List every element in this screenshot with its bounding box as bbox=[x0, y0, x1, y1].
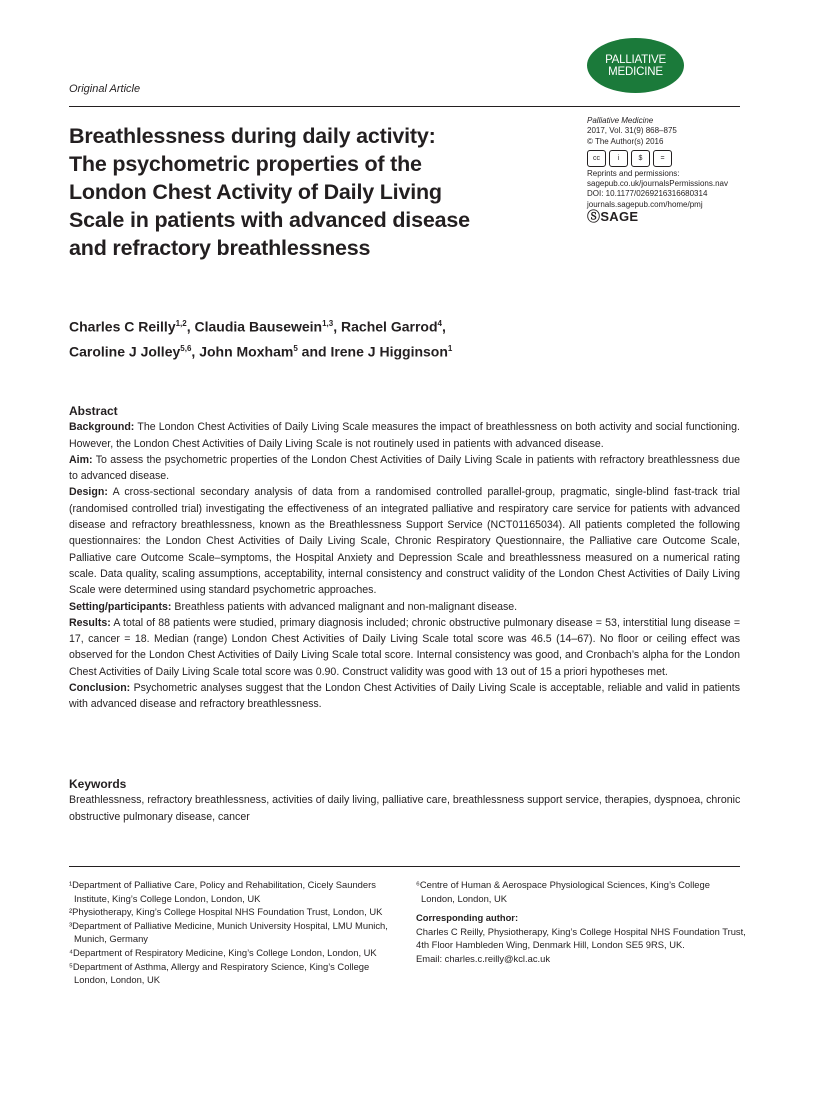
cc-license-icons bbox=[587, 150, 757, 167]
affiliation: ¹Department of Palliative Care, Policy and Rehabilitation, Cicely Saunders Institute, King’s College London, London, UK bbox=[69, 879, 376, 904]
abstract-design: Design: A cross-sectional secondary analysis of data from a randomised controlled parallel-group, pragmatic, single-blind fast-track trial (randomised controlled trial) investigating the effectiveness of an integrated palliative and respiratory care service for patients with advanced disease and refractory breathlessness, known as the Breathlessness Support Service (NCT01165034). All patients completed the following questionnaires: the London Chest Activities of Daily Living Scale, Chronic Respiratory Questionnaire, the Palliative care Outcome Scale, Palliative care Outcome Scale–symptoms, the Hospital Anxiety and Depression Scale and breathlessness measured on a numerical rating scale. Data quality, scaling assumptions, acceptability, internal consistency and construct validity of the London Chest Activities of Daily Living Scale were determined using standard psychometric approaches. bbox=[69, 486, 740, 597]
abstract-results: Results: A total of 88 patients were studied, primary diagnosis included; chronic obstructive pulmonary disease = 53, interstitial lung disease = 17, cancer = 18. Median (range) London Chest Activities of Daily Living Scale total score was 46.5 (14–67). No floor or ceiling effect was observed for the London Chest Activities of Daily Living Scale total score. Internal consistency was good, and Cronbach’s alpha for the London Chest Activities of Daily Living Scale total score was 0.90. Construct validity was good with 13 out of 15 a priori hypotheses met. bbox=[69, 616, 741, 678]
author-affiliation-marker: 1 bbox=[447, 343, 453, 353]
author-name: Charles C Reilly bbox=[69, 318, 176, 335]
affiliation: ⁶Centre of Human & Aerospace Physiological Sciences, King’s College London, London, UK bbox=[416, 879, 710, 904]
author-name: Claudia Bausewein bbox=[194, 318, 323, 335]
section-label: Original Article bbox=[69, 83, 141, 95]
journal-home-link[interactable]: journals.sagepub.com/home/pmj bbox=[587, 199, 703, 209]
affiliations-left bbox=[69, 878, 399, 987]
author-name: John Moxham bbox=[199, 343, 294, 360]
affiliation: ²Physiotherapy, King’s College Hospital NHS Foundation Trust, London, UK bbox=[69, 906, 383, 918]
keywords bbox=[69, 776, 769, 825]
author-affiliation-marker: 4 bbox=[437, 319, 442, 328]
author-affiliation-marker: 1,2 bbox=[175, 319, 187, 328]
logo-line1: PALLIATIVE bbox=[605, 53, 666, 66]
abstract-background: Background: The London Chest Activities of Daily Living Scale measures the impact of breathlessness on both activity and social functioning. However, the London Chest Activities of Daily Living Scale is not routinely used in patients with advanced disease. bbox=[69, 421, 740, 450]
article-title bbox=[69, 122, 549, 262]
header-rule bbox=[69, 106, 740, 107]
by-icon: i bbox=[609, 150, 628, 167]
author-affiliation-marker: 1,3 bbox=[322, 319, 334, 328]
nc-icon: $ bbox=[631, 150, 650, 167]
keywords-heading: Keywords bbox=[69, 777, 127, 791]
title-line: and refractory breathlessness bbox=[69, 236, 371, 260]
sage-logo: ⓈSAGE bbox=[587, 209, 639, 225]
nd-icon: = bbox=[653, 150, 672, 167]
author-name: Rachel Garrod bbox=[341, 318, 438, 335]
cc-icon: cc bbox=[587, 150, 606, 167]
doi[interactable]: DOI: 10.1177/0269216316680314 bbox=[587, 189, 708, 199]
abstract-aim: Aim: To assess the psychometric properties of the London Chest Activities of Daily Living Scale in patients with refractory breathlessness due to advanced disease. bbox=[69, 453, 740, 483]
title-line: Scale in patients with advanced disease bbox=[69, 208, 470, 232]
abstract-conclusion: Conclusion: Psychometric analyses suggest that the London Chest Activities of Daily Living Scale is acceptable, reliable and valid in patients with advanced disease and refractory breathlessness. bbox=[69, 682, 741, 711]
author-list: Charles C Reilly$^{1,2}$, Claudia Bausewein$^{1,3}$, Rachel Garrod$^4$, Caroline J Jolley$^{5,6}$, John Moxham$^5$ and Irene J Higginson$^1$ bbox=[69, 318, 453, 360]
journal-name: Palliative Medicine bbox=[587, 116, 654, 125]
abstract-heading: Abstract bbox=[69, 404, 118, 418]
journal-volume: 2017, Vol. 31(9) 868–875 bbox=[587, 126, 677, 136]
affiliation: ⁴Department of Respiratory Medicine, King’s College London, London, UK bbox=[69, 946, 377, 958]
affiliation: ³Department of Palliative Medicine, Munich University Hospital, LMU Munich, Munich, Germany bbox=[69, 919, 388, 945]
reprints-label: Reprints and permissions: bbox=[587, 168, 680, 178]
author-affiliation-marker: 5,6 bbox=[180, 343, 192, 353]
copyright: © The Author(s) 2016 bbox=[587, 136, 664, 146]
journal-logo bbox=[587, 38, 684, 93]
title-line: Breathlessness during daily activity: bbox=[69, 124, 436, 148]
logo-line2: MEDICINE bbox=[608, 65, 663, 78]
journal-info bbox=[587, 116, 757, 225]
affiliation: ⁵Department of Asthma, Allergy and Respiratory Science, King’s College London, London, UK bbox=[69, 960, 370, 986]
author-name: Irene J Higginson bbox=[330, 343, 448, 360]
abstract bbox=[69, 403, 740, 713]
keywords-text: Breathlessness, refractory breathlessness, activities of daily living, palliative care, breathlessness support service, therapies, dyspnoea, chronic obstructive pulmonary disease, cancer bbox=[69, 794, 741, 823]
corresponding-heading: Corresponding author: bbox=[416, 912, 519, 924]
title-line: London Chest Activity of Daily Living bbox=[69, 180, 442, 204]
abstract-setting: Setting/participants: Breathless patients with advanced malignant and non-malignant disease. bbox=[69, 600, 518, 613]
author-affiliation-marker: 5 bbox=[293, 343, 298, 353]
footer-rule bbox=[69, 866, 740, 867]
affiliations-right bbox=[416, 878, 746, 966]
title-line: The psychometric properties of the bbox=[69, 152, 422, 176]
corresponding-email[interactable]: Email: charles.c.reilly@kcl.ac.uk bbox=[416, 952, 551, 964]
reprints-link[interactable]: sagepub.co.uk/journalsPermissions.nav bbox=[587, 179, 728, 189]
author-name: Caroline J Jolley bbox=[69, 343, 181, 360]
corresponding-text: Charles C Reilly, Physiotherapy, King’s College Hospital NHS Foundation Trust, 4th Floor Hambleden Wing, Denmark Hill, London SE5 9RS, UK. bbox=[416, 925, 746, 951]
